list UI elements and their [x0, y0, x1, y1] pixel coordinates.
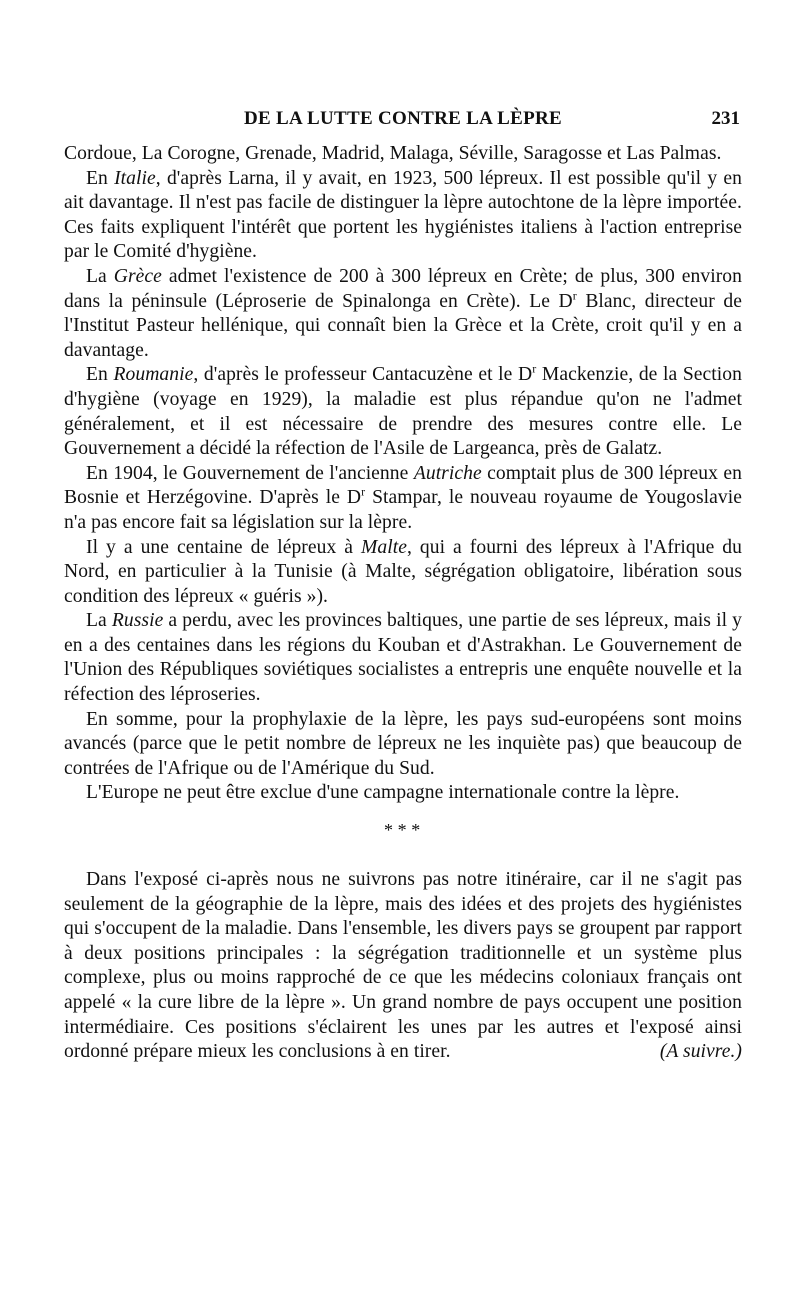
paragraph-text: La	[86, 265, 114, 287]
italic-term: Autriche	[413, 462, 482, 484]
paragraph	[64, 265, 742, 363]
body-text	[64, 142, 742, 1065]
superscript: r	[572, 288, 577, 303]
paragraph-text: La	[86, 610, 112, 632]
paragraph	[64, 708, 742, 782]
paragraph-text: En 1904, le Gouvernement de l'ancienne	[86, 462, 414, 484]
paragraph-text: , qui a fourni des lépreux à l'Afrique du Nord, en particulier à la Tunisie (à Malte, ségrégation obligatoire, libération sous condition des lépreux « guéris »).	[64, 536, 742, 607]
page-number: 231	[711, 108, 740, 129]
paragraph	[64, 781, 742, 806]
running-title: DE LA LUTTE CONTRE LA LÈPRE	[244, 108, 562, 129]
paragraph-text: Blanc, directeur de l'Institut Pasteur hellénique, qui connaît bien la Grèce et la Crète, croit qu'il y en a davantage.	[64, 290, 742, 361]
paragraph	[64, 609, 742, 707]
superscript: r	[532, 361, 537, 376]
italic-term: Grèce	[113, 265, 162, 287]
paragraph	[64, 142, 742, 167]
paragraph-text: Il y a une centaine de lépreux à	[86, 536, 362, 558]
paragraph	[64, 167, 742, 265]
paragraph-text: a perdu, avec les provinces baltiques, une partie de ses lépreux, mais il y en a des centaines dans les régions du Kouban et d'Astrakhan. Le Gouvernement de l'Union des Républiques soviétiques socialistes a entrepris une enquête nouvelle et la réfection des léproseries.	[64, 610, 742, 706]
paragraph-text: En	[86, 167, 115, 189]
section-separator	[64, 806, 742, 868]
separator-asterisks: * * *	[384, 820, 421, 841]
italic-term: Roumanie	[113, 364, 194, 386]
paragraph-text: Stampar, le nouveau royaume de Yougoslavie n'a pas encore fait sa législation sur la lèpre.	[64, 487, 742, 533]
paragraph	[64, 536, 742, 610]
paragraph-text: Cordoue, La Corogne, Grenade, Madrid, Malaga, Séville, Saragosse et Las Palmas.	[64, 143, 722, 164]
paragraph-text: En somme, pour la prophylaxie de la lèpre, les pays sud-européens sont moins avancés (parce que le petit nombre de lépreux ne les inquiète pas) que beaucoup de contrées de l'Afrique ou de l'Amérique du Sud.	[64, 708, 742, 779]
paragraph-text: En	[86, 364, 114, 386]
running-head	[64, 108, 742, 142]
closing-paragraph	[64, 868, 742, 1065]
paragraph-text: comptait plus de 300 lépreux en Bosnie et Herzégovine. D'après le D	[64, 462, 743, 509]
italic-term: Italie	[114, 167, 156, 189]
closing-paragraph-text: Dans l'exposé ci-après nous ne suivrons pas notre itinéraire, car il ne s'agit pas seulement de la géographie de la lèpre, mais des idées et des projets des hygiénistes qui s'occupent de la maladie. Dans l'ensemble, les divers pays se groupent par rapport à deux positions principales : la ségrégation traditionnelle et un système plus complexe, plus ou moins rapproché de ce que les médecins coloniaux français ont appelé « la cure libre de la lèpre ». Un grand nombre de pays occupent une position intermédiaire. Ces positions s'éclairent les unes par les autres et l'exposé ainsi ordonné prépare mieux les conclusions à en tirer.	[64, 869, 742, 1063]
italic-term: Russie	[111, 610, 164, 632]
paragraph	[64, 462, 742, 536]
paragraph-text: , d'après le professeur Cantacuzène et le D	[193, 364, 533, 386]
paragraph	[64, 363, 742, 461]
paragraph-text: Mackenzie, de la Section d'hygiène (voyage en 1929), la maladie est plus répandue qu'on ne l'admet généralement, et il est nécessaire de prendre des mesures contre elle. Le Gouvernement a décidé la réfection de l'Asile de Largeanca, près de Galatz.	[64, 364, 742, 460]
paragraph-text: , d'après Larna, il y avait, en 1923, 500 lépreux. Il est possible qu'il y en ait davantage. Il n'est pas facile de distinguer la lèpre autochtone de la lèpre importée. Ces faits expliquent l'intérêt que portent les hygiénistes italiens à l'action entreprise par le Comité d'hygiène.	[64, 167, 742, 263]
superscript: r	[361, 484, 366, 499]
to-be-continued: (A suivre.)	[659, 1041, 742, 1063]
paragraph-text: L'Europe ne peut être exclue d'une campagne internationale contre la lèpre.	[86, 782, 680, 804]
paragraph-text: admet l'existence de 200 à 300 lépreux en Crète; de plus, 300 environ dans la péninsule (Léproserie de Spinalonga en Crète). Le D	[64, 265, 743, 312]
italic-term: Malte	[361, 536, 407, 558]
page	[64, 108, 742, 1065]
paragraph-list	[64, 142, 742, 806]
